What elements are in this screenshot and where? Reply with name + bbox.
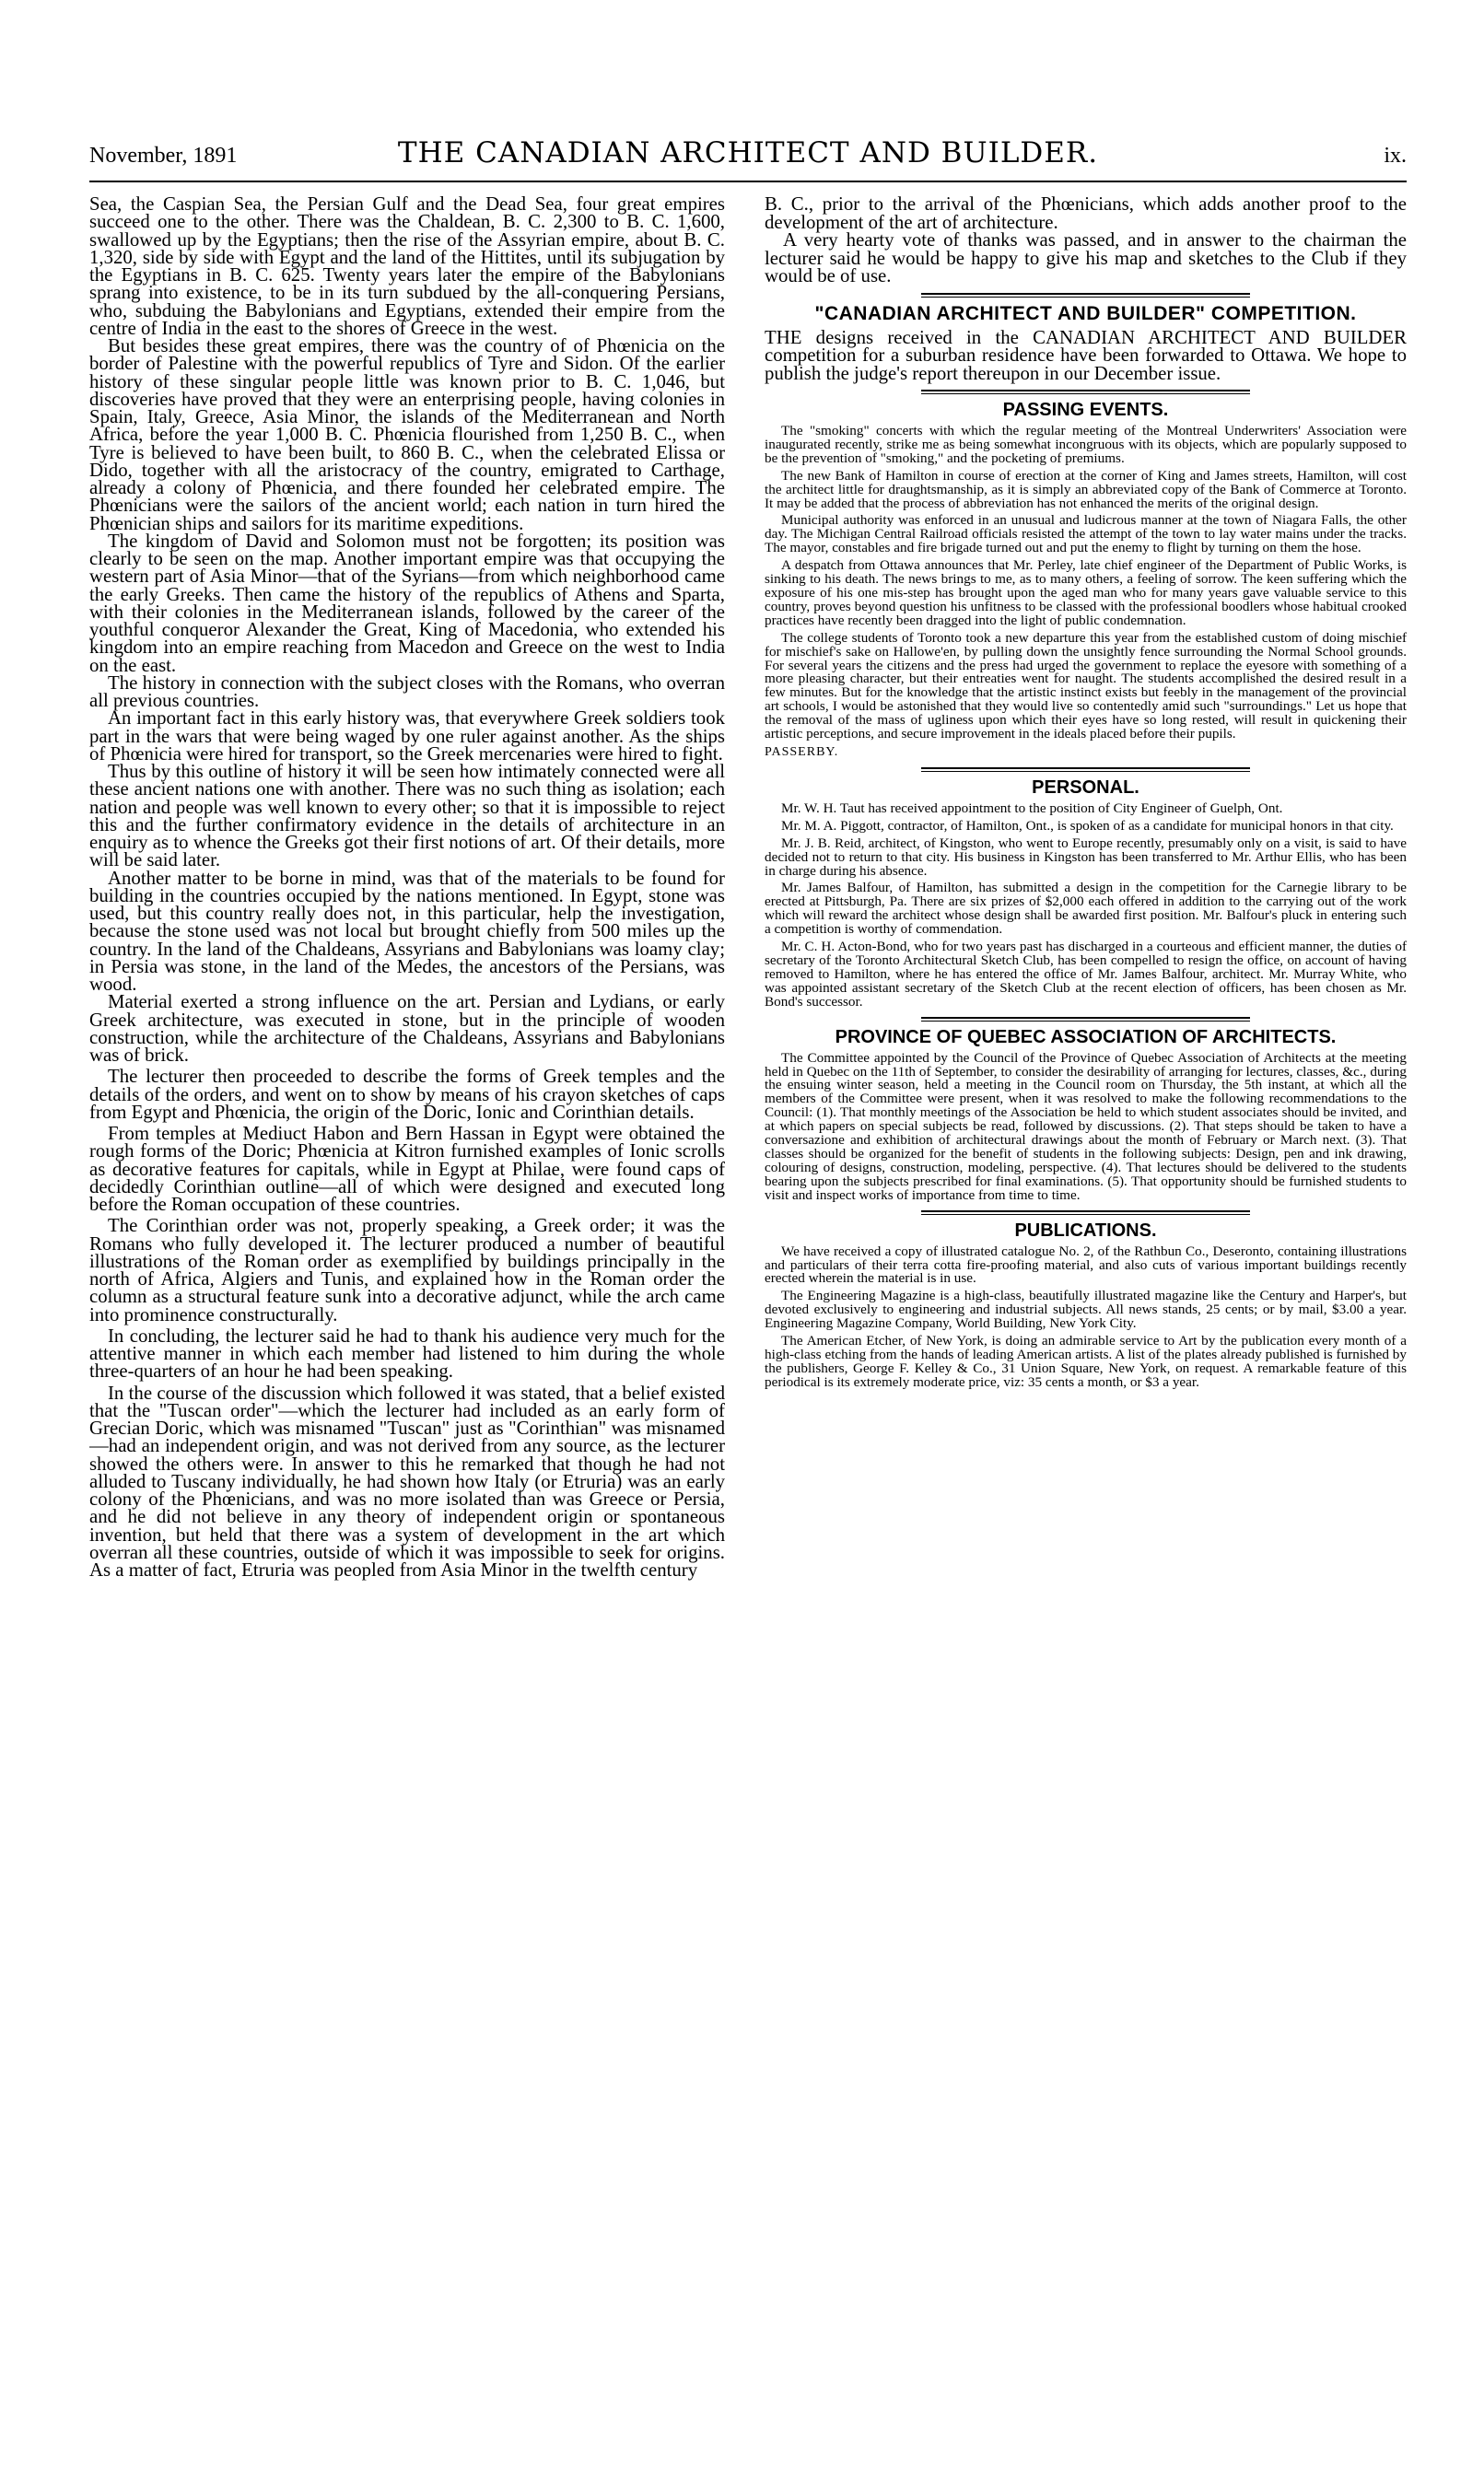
publications-paragraph: The American Etcher, of New York, is doing an admirable service to Art by the publication every month of a high-class etching from the hands of leading American artists. A list of the plates already published is furnished by the publishers, George F. Kelley & Co., 31 Union Square, New York, on request. A remarkable feature of this periodical is its extremely moderate price, viz: 35 cents a month, or $3 a year. [765,1333,1407,1390]
article-paragraph: Sea, the Caspian Sea, the Persian Gulf and the Dead Sea, four great empires succeed one to the other. There was the Chaldean, B. C. 2,300 to B. C. 1,600, swallowed up by the Egyptians; then the rise of the Assyrian empire, about B. C. 1,320, side by side with Egypt and the land of the Hittites, until its subjugation by the Egyptians in B. C. 625. Twenty years later the empire of the Babylonians sprang into existence, to be in its turn subdued by the all-conquering Persians, who, subduing the Babylonians and Egyptians, extended their empire from the centre of India in the east to the shores of Greece in the west. [89,195,725,339]
passing-events-paragraph: The "smoking" concerts with which the regular meeting of the Montreal Underwriters' Association were inaugurated recently, strike me as being somewhat incongruous with its objects, which are popularly supposed to be the prevention of "smoking," and the pocketing of premiums. [765,423,1407,466]
competition-text: THE designs received in the CANADIAN ARCHITECT AND BUILDER competition for a suburban residence have been forwarded to Ottawa. We hope to publish the judge's report thereupon in our December issue. [765,326,1407,384]
publications-paragraph: We have received a copy of illustrated catalogue No. 2, of the Rathbun Co., Deseronto, containing illustrations and particulars of their terra cotta fire-proofing material, and also cuts of various important buildings recently erected wherein the material is in use. [765,1243,1407,1287]
page-header [89,136,1407,175]
article-continuation: B. C., prior to the arrival of the Phœnicians, which adds another proof to the development of the art of architecture. [765,195,1407,233]
section-divider [921,1210,1250,1215]
article-paragraph: Thus by this outline of history it will be seen how intimately connected were all these ancient nations one with another. There was no such thing as isolation; each nation and people was well known to every other; so that it is impossible to reject this and the further confirmatory evidence in the details of architecture in an enquiry as to whence the Greeks got their first notions of art. Of their details, more will be said later. [89,761,725,871]
section-divider [921,767,1250,772]
section-divider [921,1017,1250,1022]
article-paragraph: Another matter to be borne in mind, was that of the materials to be found for building in the countries occupied by the nations mentioned. In Egypt, stone was used, but this country really does not, in this particular, help the investigation, because the stone used was not local but brought chiefly from 500 miles up the country. In the land of the Chaldeans, Assyrians and Babylonians was loamy clay; in Persia was stone, in the land of the Medes, the ancestors of the Persians, was wood. [89,867,725,995]
personal-paragraph: Mr. J. B. Reid, architect, of Kingston, who went to Europe recently, presumably only on a visit, is said to have decided not to return to that city. His business in Kingston has been transferred to Mr. Arthur Ellis, who has been in charge during his absence. [765,835,1407,879]
article-paragraph: But besides these great empires, there was the country of of Phœnicia on the border of Palestine with the powerful republics of Tyre and Sidon. Of the earlier history of these singular people little was known prior to B. C. 1,046, but discoveries have proved that they were an enterprising people, having colonies in Spain, Italy, Greece, Asia Minor, the islands of the Mediterranean and North Africa, before the year 1,000 B. C. Phœnicia flourished from 1,250 B. C., when Tyre is believed to have been built, to 860 B. C., when the celebrated Elissa or Dido, together with all the aristocracy of the country, emigrated to Carthage, already a colony of Phœnicia, and there founded her celebrated empire. The Phœnicians were the sailors of the ancient world; each nation in turn hired the Phœnician ships and sailors for its maritime expeditions. [89,335,725,534]
masthead-title: THE CANADIAN ARCHITECT AND BUILDER. [397,136,1099,169]
personal-heading: PERSONAL. [1032,776,1139,798]
article-paragraph: Material exerted a strong influence on the art. Persian and Lydians, or early Greek architecture, was executed in stone, but in the principle of wooden construction, while the architecture of the Chaldeans, Assyrians and Babylonians was of brick. [89,991,725,1066]
passing-events-heading: PASSING EVENTS. [1002,400,1169,420]
article-paragraph: An important fact in this early history was, that everywhere Greek soldiers took part in the wars that were being waged by one ruler against another. As the ships of Phœnicia were hired for transport, so the Greek mercenaries were hired to fight. [89,707,725,765]
competition-heading: "CANADIAN ARCHITECT AND BUILDER" COMPETITION. [814,302,1357,324]
passing-events-paragraph: A despatch from Ottawa announces that Mr. Perley, late chief engineer of the Department of Public Works, is sinking to his death. The news brings to me, as to many others, a feeling of sorrow. The keen suffering which the exposure of his one mis-step has brought upon the aged man who for many years gave valuable service to this country, proves beyond question his unfitness to be classed with the professional boodlers whose habitual crooked practices have recently been dragged into the light of public condemnation. [765,557,1407,628]
publications-paragraph: The Engineering Magazine is a high-class, beautifully illustrated magazine like the Century and Harper's, but devoted exclusively to engineering and industrial subjects. All news stands, 25 cents; or by mail, $3.00 a year. Engineering Magazine Company, World Building, New York City. [765,1288,1407,1332]
article-paragraph: The history in connection with the subject closes with the Romans, who overran all previous countries. [89,671,725,711]
article-continuation: A very hearty vote of thanks was passed, and in answer to the chairman the lecturer said he would be happy to give his map and sketches to the Club if they would be of use. [765,229,1407,286]
header-rule [89,181,1407,182]
article-paragraph: The kingdom of David and Solomon must not be forgotten; its position was clearly to be seen on the map. Another important empire was that occupying the western part of Asia Minor—that of the Syrians—from which neighborhood came the early Greeks. Then came the history of the republics of Athens and Sparta, with their colonies in the Mediterranean islands, followed by the career of the youthful conqueror Alexander the Great, King of Macedonia, who extended his kingdom into an empire reaching from Macedon and Greece on the west to India on the east. [89,530,725,676]
issue-date: November, 1891 [89,144,238,168]
article-paragraph: The Corinthian order was not, properly speaking, a Greek order; it was the Romans who fully developed it. The lecturer produced a number of beautiful illustrations of the Roman order as exemplified by buildings principally in the north of Africa, Algiers and Tunis, and explained how in the Roman order the column as a structural feature sunk into a decorative adjunct, while the arch came into prominence constructurally. [89,1215,725,1325]
passing-events-paragraph: The college students of Toronto took a new departure this year from the established custom of doing mischief for mischief's sake on Hallowe'en, by pulling down the unsightly fence surrounding the Normal School grounds. For several years the citizens and the press had urged the government to replace the eyesore with something of a more pleasing character, but their entreaties went for naught. The students accomplished the desired result in a few minutes. But for the knowledge that the artistic instinct exists but feebly in the management of the provincial art schools, I would be astonished that they would live so contentedly amid such "surroundings." Let us hope that the removal of the mass of ugliness upon which their eyes have so long rested, will result in quickening their artistic perceptions, and secure improvement in the ideals placed before their pupils. [765,629,1407,742]
passing-events-signature: PASSERBY. [765,744,839,759]
quebec-heading: PROVINCE OF QUEBEC ASSOCIATION OF ARCHITECTS. [835,1026,1337,1047]
quebec-text: The Committee appointed by the Council of the Province of Quebec Association of Architects at the meeting held in Quebec on the 11th of September, to consider the desirability of arranging for lectures, classes, &c., during the ensuing winter season, held a meeting in the Council room on Thursday, the 5th instant, at which all the members of the Committee were present, when it was resolved to make the following recommendations to the Council: (1). That monthly meetings of the Association be held to which student associates should be invited, and at which papers on special subjects be read, followed by discussions. (2). That steps should be taken to have a conversazione and exhibition of architectural drawings about the month of February or March next. (3). That classes should be organized for the benefit of students in the following subjects: Design, pen and ink drawing, colouring of designs, construction, modeling, perspective. (4). That lectures should be delivered to the students bearing upon the subjects prescribed for final examinations. (5). That opportunity should be furnished students to visit and inspect works of importance from time to time. [765,1049,1407,1203]
personal-paragraph: Mr. M. A. Piggott, contractor, of Hamilton, Ont., is spoken of as a candidate for municipal honors in that city. [781,817,1394,834]
article-paragraph: In the course of the discussion which followed it was stated, that a belief existed that the "Tuscan order"—which the lecturer had included as an early form of Grecian Doric, which was misnamed "Tuscan" just as "Corinthian" was misnamed—had an independent origin, and was not derived from any source, as the lecturer showed the others were. In answer to this he remarked that though he had not alluded to Tuscany individually, he had shown how Italy (or Etruria) was an early colony of the Phœnicians, and was no more isolated than was Greece or Persia, and he did not believe in any theory of independent origin or spontaneous invention, but held that there was a system of development in the art which overran all these countries, outside of which it was impossible to seek for origins. As a matter of fact, Etruria was peopled from Asia Minor in the twelfth century [89,1382,725,1581]
personal-paragraph: Mr. James Balfour, of Hamilton, has submitted a design in the competition for the Carnegie library to be erected at Pittsburgh, Pa. There are six prizes of $2,000 each offered in addition to the carrying out of the work which will reward the architect whose design shall be awarded first position. Mr. Balfour's pluck in entering such a competition is worthy of commendation. [765,880,1407,938]
page-number: ix. [1384,144,1407,168]
section-divider [921,390,1250,394]
left-column [89,195,725,2424]
passing-events-paragraph: The new Bank of Hamilton in course of erection at the corner of King and James streets, Hamilton, will cost the architect little for draughtsmanship, as it is simply an abbreviated copy of the Bank of Commerce at Toronto. It may be added that the process of abbreviation has not enhanced the merits of the original design. [765,467,1407,511]
passing-events-paragraph: Municipal authority was enforced in an unusual and ludicrous manner at the town of Niagara Falls, the other day. The Michigan Central Railroad officials resisted the attempt of the town to lay water mains under the tracks. The mayor, constables and fire brigade turned out and put the enemy to flight by turning on them the hose. [765,512,1407,556]
personal-paragraph: Mr. W. H. Taut has received appointment to the position of City Engineer of Guelph, Ont. [781,800,1283,816]
right-column [765,195,1407,2424]
publications-heading: PUBLICATIONS. [1014,1220,1157,1241]
article-paragraph: In concluding, the lecturer said he had to thank his audience very much for the attentive manner in which each member had listened to him during the whole three-quarters of an hour he had been speaking. [89,1325,725,1383]
article-paragraph: From temples at Mediuct Habon and Bern Hassan in Egypt were obtained the rough forms of the Doric; Phœnicia at Kitron furnished examples of Ionic scrolls as decorative features for capitals, while in Egypt at Philae, were found caps of decidedly Corinthian outline—all of which were designed and executed long before the Roman occupation of these countries. [89,1123,725,1215]
article-paragraph: The lecturer then proceeded to describe the forms of Greek temples and the details of the orders, and went on to show by means of his crayon sketches of caps from Egypt and Phœnicia, the origin of the Doric, Ionic and Corinthian details. [89,1066,725,1123]
section-divider [921,293,1250,298]
personal-paragraph: Mr. C. H. Acton-Bond, who for two years past has discharged in a courteous and efficient manner, the duties of secretary of the Toronto Architectural Sketch Club, has been compelled to resign the office, on account of having removed to Hamilton, where he has entered the office of Mr. James Balfour, architect. Mr. Murray White, who was appointed assistant secretary of the Sketch Club at the recent election of officers, has been chosen as Mr. Bond's successor. [765,939,1407,1010]
